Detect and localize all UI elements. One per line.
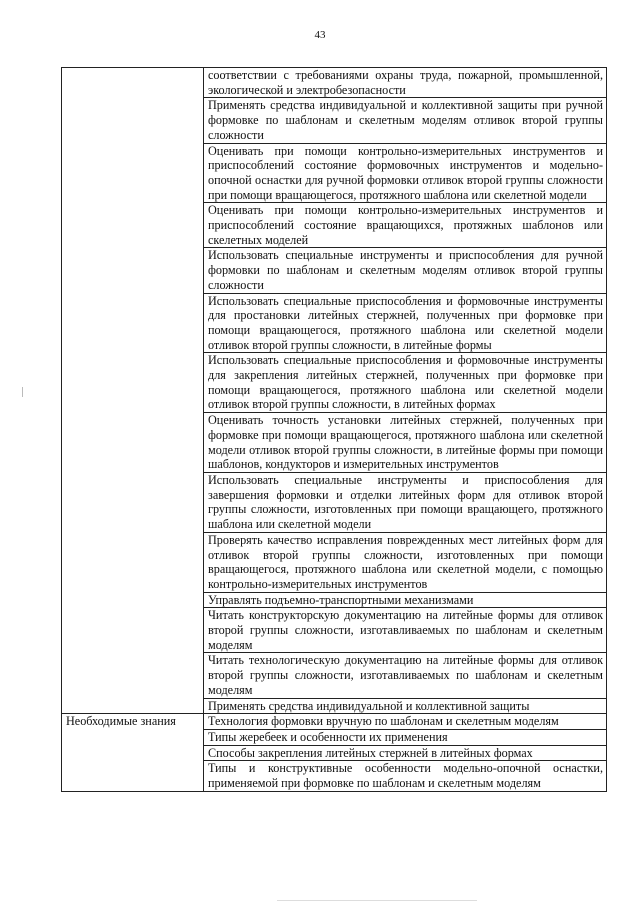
table-body bbox=[62, 68, 607, 792]
skill-item: Использовать специальные приспособления и формовочные инструменты для простановки литейных стержней, полученных при формовке при помощи вращающегося, протяжного шаблона или скелетной модели отливок второй группы сложности, в литейные формы bbox=[204, 293, 607, 353]
skill-item: Применять средства индивидуальной и коллективной защиты при ручной формовке по шаблонам и скелетным моделям отливок второй группы сложности bbox=[204, 98, 607, 143]
skill-item: Читать технологическую документацию на литейные формы для отливок второй группы сложности, изготавливаемых по шаблонам и скелетным моделям bbox=[204, 653, 607, 698]
skill-item: Оценивать точность установки литейных стержней, полученных при формовке при помощи вращающегося, протяжного шаблона или скелетной модели отливок второй группы сложности, в литейные формы при помощи шаблонов, кондукторов и измерительных инструментов bbox=[204, 413, 607, 473]
knowledge-item: Технология формовки вручную по шаблонам и скелетным моделям bbox=[204, 714, 607, 730]
knowledge-item: Способы закрепления литейных стержней в литейных формах bbox=[204, 745, 607, 761]
requirements-table bbox=[61, 67, 607, 792]
skill-item: Оценивать при помощи контрольно-измерительных инструментов и приспособлений состояние вращающихся, протяжных шаблонов или скелетных моделей bbox=[204, 203, 607, 248]
scan-bottom-line bbox=[277, 900, 477, 901]
skill-item: Использовать специальные приспособления и формовочные инструменты для закрепления литейных стержней, полученных при формовке при помощи вращающегося, протяжного шаблона или скелетной модели отливок второй группы сложности, в литейных формах bbox=[204, 353, 607, 413]
skill-item: Проверять качество исправления поврежденных мест литейных форм для отливок второй группы сложности, изготовленных при помощи вращающегося, протяжного шаблона или скелетной модели, с помощью контрольно-измерительных инструментов bbox=[204, 532, 607, 592]
page-number: 43 bbox=[314, 29, 326, 41]
skill-item: соответствии с требованиями охраны труда, пожарной, промышленной, экологической и электробезопасности bbox=[204, 68, 607, 98]
knowledge-item: Типы жеребеек и особенности их применения bbox=[204, 729, 607, 745]
skill-item: Использовать специальные инструменты и приспособления для ручной формовки по шаблонам и скелетным моделям отливок второй группы сложности bbox=[204, 248, 607, 293]
skill-item: Оценивать при помощи контрольно-измерительных инструментов и приспособлений состояние формовочных инструментов и модельно-опочной оснастки для ручной формовки отливок второй группы сложности при помощи вращающегося, протяжного шаблона или скелетной модели bbox=[204, 143, 607, 203]
skill-item: Применять средства индивидуальной и коллективной защиты bbox=[204, 698, 607, 714]
knowledge-label: Необходимые знания bbox=[62, 714, 204, 792]
table-row bbox=[62, 68, 607, 98]
skill-item: Использовать специальные инструменты и приспособления для завершения формовки и отделки литейных форм для отливок второй группы сложности, изготовленных при помощи вращающего, протяжного шаблона или скелетной модели bbox=[204, 472, 607, 532]
table-row bbox=[62, 714, 607, 730]
skill-item: Управлять подъемно-транспортными механизмами bbox=[204, 592, 607, 608]
knowledge-item: Типы и конструктивные особенности модельно-опочной оснастки, применяемой при формовке по шаблонам и скелетным моделям bbox=[204, 761, 607, 791]
scan-margin-mark bbox=[22, 387, 23, 397]
skill-item: Читать конструкторскую документацию на литейные формы для отливок второй группы сложности, изготавливаемых по шаблонам и скелетным моделям bbox=[204, 608, 607, 653]
skills-label-cell bbox=[62, 68, 204, 714]
